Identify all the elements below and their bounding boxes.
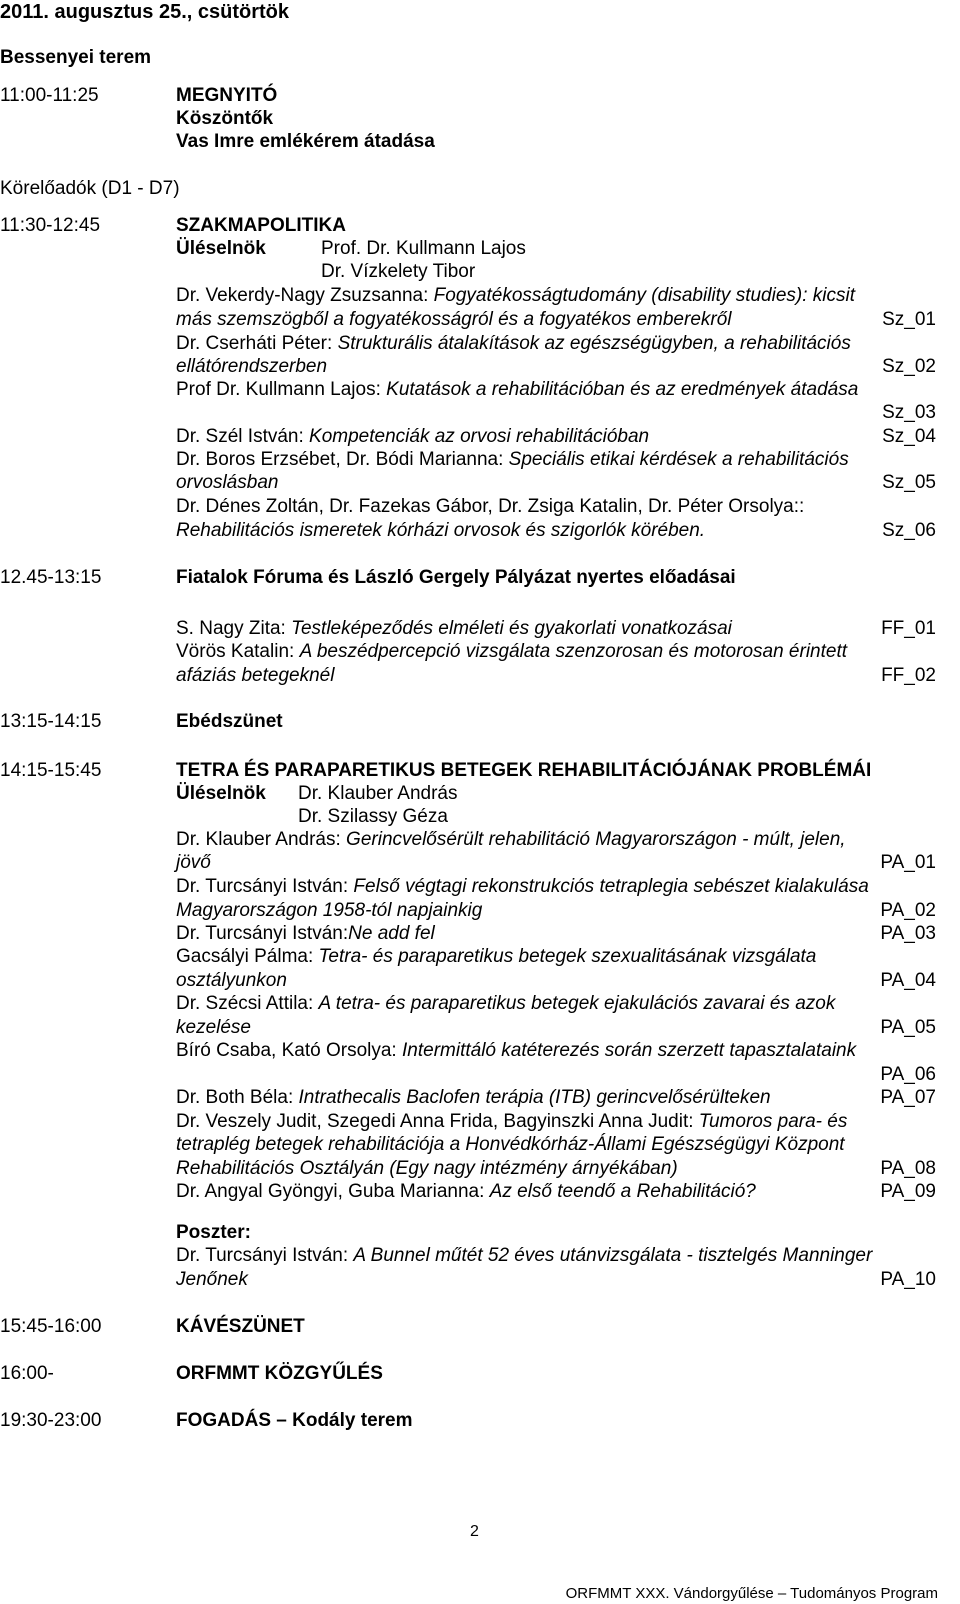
- talk-entry: Dr. Klauber András: Gerincvelősérült rehabilitáció Magyarországon - múlt, jelen,: [176, 829, 846, 850]
- talk-code: Sz_04: [882, 426, 936, 447]
- talk-entry: Dr. Boros Erzsébet, Dr. Bódi Marianna: Speciális etikai kérdések a rehabilitációs: [176, 449, 849, 470]
- talk-code: PA_10: [880, 1269, 936, 1290]
- poster-label: Poszter:: [176, 1222, 251, 1243]
- youth-time: 12.45-13:15: [0, 567, 102, 588]
- coffee-time: 15:45-16:00: [0, 1316, 102, 1337]
- room-heading: Bessenyei terem: [0, 47, 152, 68]
- talk-entry: Gacsályi Pálma: Tetra- és paraparetikus betegek szexualitásának vizsgálata: [176, 946, 817, 967]
- talk-title-cont: Magyarországon 1958-tól napjainkig: [176, 900, 483, 921]
- lecturers-line: Körelőadók (D1 - D7): [0, 178, 180, 199]
- talk-entry: Dr. Szécsi Attila: A tetra- és paraparetikus betegek ejakulációs zavarai és azok: [176, 993, 836, 1014]
- talk-code: Sz_01: [882, 309, 936, 330]
- page-number: 2: [470, 1523, 479, 1540]
- tetra-title: TETRA ÉS PARAPARETIKUS BETEGEK REHABILITÁCIÓJÁNAK PROBLÉMÁI: [176, 760, 872, 781]
- talk-code: PA_02: [880, 900, 936, 921]
- talk-entry: Dr. Angyal Gyöngyi, Guba Marianna: Az első teendő a Rehabilitáció?: [176, 1181, 756, 1202]
- opening-greetings: Köszöntők: [176, 108, 274, 129]
- tetra-chair-2: Dr. Szilassy Géza: [298, 806, 448, 827]
- tetra-time: 14:15-15:45: [0, 760, 102, 781]
- talk-entry: Dr. Turcsányi István: A Bunnel műtét 52 éves utánvizsgálata - tisztelgés Manninger: [176, 1245, 873, 1266]
- talk-title-cont: más szemszögből a fogyatékosságról és a fogyatékos emberekről: [176, 309, 732, 330]
- opening-title: MEGNYITÓ: [176, 85, 278, 106]
- assembly-time: 16:00-: [0, 1363, 54, 1384]
- policy-chair-1: Prof. Dr. Kullmann Lajos: [321, 238, 526, 259]
- talk-code: Sz_05: [882, 472, 936, 493]
- policy-time: 11:30-12:45: [0, 215, 101, 236]
- talk-title-cont: Rehabilitációs ismeretek kórházi orvosok és szigorlók körében.: [176, 520, 706, 541]
- lunch-title: Ebédszünet: [176, 711, 283, 732]
- talk-entry: Dr. Dénes Zoltán, Dr. Fazekas Gábor, Dr. Zsiga Katalin, Dr. Péter Orsolya::: [176, 496, 805, 517]
- talk-entry: Dr. Turcsányi István:Ne add fel: [176, 923, 435, 944]
- policy-title: SZAKMAPOLITIKA: [176, 215, 346, 236]
- talk-code: PA_06: [880, 1064, 936, 1085]
- talk-code: FF_02: [881, 665, 936, 686]
- talk-code: PA_01: [880, 852, 936, 873]
- talk-code: PA_05: [880, 1017, 936, 1038]
- talk-entry: Dr. Turcsányi István: Felső végtagi rekonstrukciós tetraplegia sebészet kialakulása: [176, 876, 869, 897]
- talk-code: PA_03: [880, 923, 936, 944]
- talk-title-cont: osztályunkon: [176, 970, 287, 991]
- talk-title-cont: jövő: [176, 852, 211, 873]
- talk-entry: Dr. Veszely Judit, Szegedi Anna Frida, Bagyinszki Anna Judit: Tumoros para- és: [176, 1111, 848, 1132]
- reception-time: 19:30-23:00: [0, 1410, 102, 1431]
- talk-title-cont: ellátórendszerben: [176, 356, 328, 377]
- opening-award: Vas Imre emlékérem átadása: [176, 131, 435, 152]
- talk-entry: Dr. Both Béla: Intrathecalis Baclofen terápia (ITB) gerincvelősérülteken: [176, 1087, 771, 1108]
- talk-entry: Vörös Katalin: A beszédpercepció vizsgálata szenzorosan és motorosan érintett: [176, 641, 848, 662]
- talk-code: PA_04: [880, 970, 936, 991]
- talk-entry: Dr. Cserháti Péter: Strukturális átalakítások az egészségügyben, a rehabilitációs: [176, 333, 851, 354]
- talk-title-cont: Jenőnek: [176, 1269, 248, 1290]
- lunch-time: 13:15-14:15: [0, 711, 102, 732]
- talk-title-cont: tetraplég betegek rehabilitációja a Honvédkórház-Állami Egészségügyi Központ: [176, 1134, 845, 1155]
- talk-entry: Dr. Vekerdy-Nagy Zsuzsanna: Fogyatékosságtudomány (disability studies): kicsit: [176, 285, 856, 306]
- talk-title-cont: orvoslásban: [176, 472, 279, 493]
- talk-code: Sz_06: [882, 520, 936, 541]
- tetra-chairs-label: Üléselnök: [176, 783, 266, 804]
- talk-entry: Dr. Szél István: Kompetenciák az orvosi rehabilitációban: [176, 426, 650, 447]
- opening-time: 11:00-11:25: [0, 85, 99, 106]
- policy-chairs-label: Üléselnök: [176, 238, 266, 259]
- day-heading: 2011. augusztus 25., csütörtök: [0, 1, 289, 23]
- talk-title-cont: Rehabilitációs Osztályán (Egy nagy intézmény árnyékában): [176, 1158, 678, 1179]
- talk-entry: Bíró Csaba, Kató Orsolya: Intermittáló katéterezés során szerzett tapasztalataink: [176, 1040, 857, 1061]
- talk-code: Sz_02: [882, 356, 936, 377]
- talk-entry: S. Nagy Zita: Testleképeződés elméleti és gyakorlati vonatkozásai: [176, 618, 732, 639]
- talk-code: PA_07: [880, 1087, 936, 1108]
- assembly-title: ORFMMT KÖZGYŰLÉS: [176, 1363, 383, 1384]
- talk-code: PA_09: [880, 1181, 936, 1202]
- page-footer: ORFMMT XXX. Vándorgyűlése – Tudományos Program: [565, 1585, 938, 1602]
- talk-title-cont: kezelése: [176, 1017, 251, 1038]
- talk-code: PA_08: [880, 1158, 936, 1179]
- talk-title-cont: afáziás betegeknél: [176, 665, 335, 686]
- talk-code: Sz_03: [882, 402, 936, 423]
- talk-entry: Prof Dr. Kullmann Lajos: Kutatások a rehabilitációban és az eredmények átadása: [176, 379, 859, 400]
- coffee-title: KÁVÉSZÜNET: [176, 1316, 305, 1337]
- youth-title: Fiatalok Fóruma és László Gergely Pályázat nyertes előadásai: [176, 567, 736, 588]
- policy-chair-2: Dr. Vízkelety Tibor: [321, 261, 476, 282]
- tetra-chair-1: Dr. Klauber András: [298, 783, 458, 804]
- reception-title: FOGADÁS – Kodály terem: [176, 1410, 413, 1431]
- talk-code: FF_01: [881, 618, 936, 639]
